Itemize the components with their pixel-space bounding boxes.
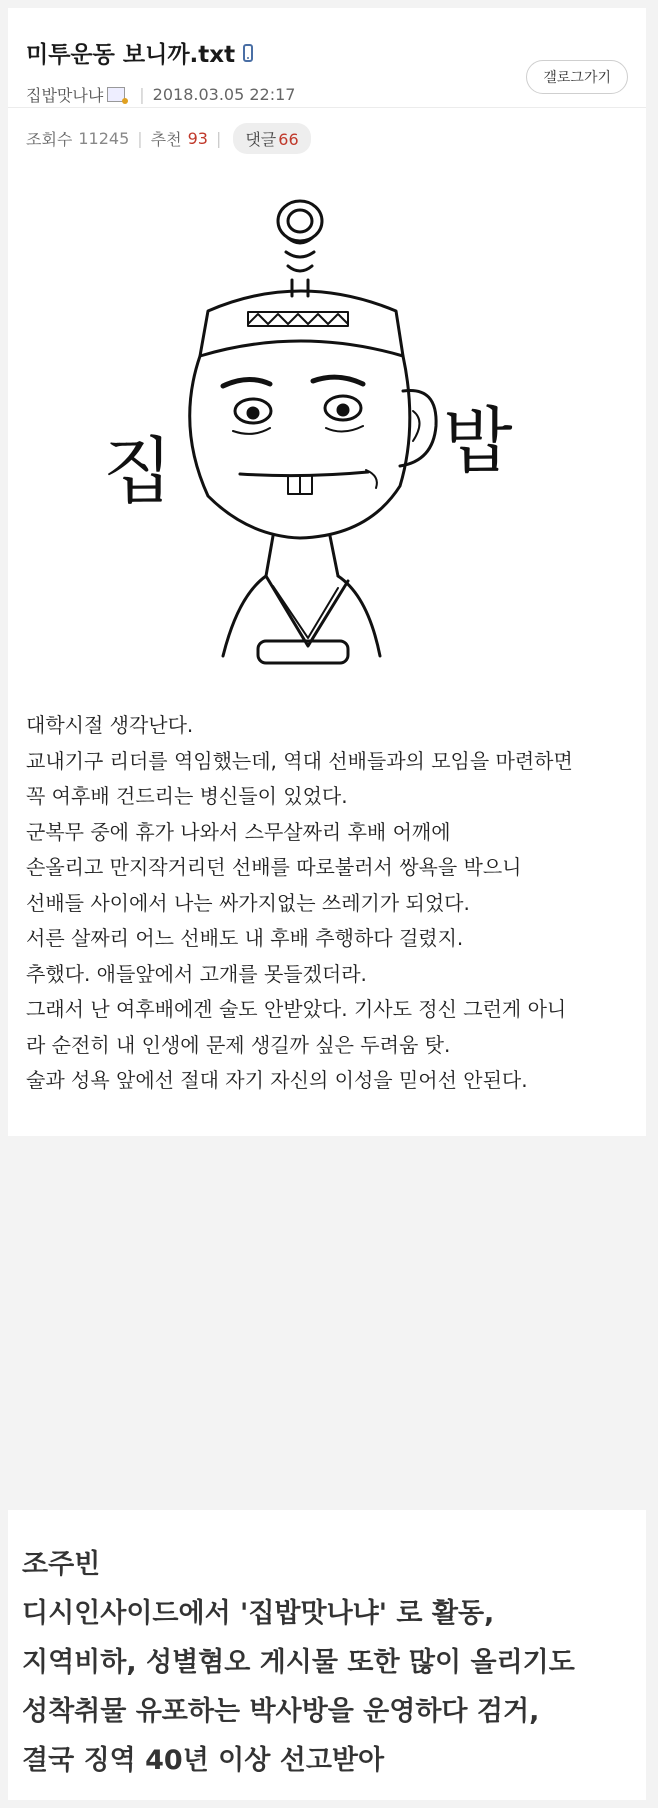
caption-card xyxy=(8,1510,646,1800)
post-stats xyxy=(8,108,646,148)
views-count: 11245 xyxy=(78,128,130,148)
body-line: 선배들 사이에서 나는 싸가지없는 쓰레기가 되었다. xyxy=(26,890,470,915)
fixed-nick-badge-icon xyxy=(107,87,125,102)
post-header xyxy=(8,8,646,108)
body-line: 술과 성욕 앞에선 절대 자기 자신의 이성을 믿어선 안된다. xyxy=(26,1068,528,1092)
meta-divider: | xyxy=(139,85,145,104)
body-line: 그래서 난 여후배에겐 술도 안받았다. 기사도 정신 그런게 아니 xyxy=(26,997,567,1021)
body-line: 추했다. 애들앞에서 고개를 못들겠더라. xyxy=(26,961,367,986)
comments-button[interactable] xyxy=(233,123,310,154)
body-line: 손올리고 만지작거리던 선배를 따로불러서 쌍욕을 박으니 xyxy=(26,855,522,879)
views-label: 조회수 xyxy=(26,129,73,149)
eye-bags xyxy=(233,426,363,434)
teeth xyxy=(288,476,312,494)
body-line: 군복무 중에 휴가 나와서 스무살짜리 후배 어깨에 xyxy=(26,819,451,844)
neck xyxy=(266,536,338,576)
post-body xyxy=(26,708,636,1099)
gallog-button[interactable]: 갤로그가기 xyxy=(526,60,628,94)
robe-shoulders xyxy=(223,576,380,656)
caption-line: 결국 징역 40년 이상 선고받아 xyxy=(22,1745,385,1776)
caption-line: 디시인사이드에서 '집밥맛나냐' 로 활동, xyxy=(22,1598,495,1629)
topknot-inner xyxy=(288,210,312,232)
caption-line: 지역비하, 성별혐오 게시물 또한 많이 올리기도 xyxy=(22,1647,575,1678)
body-line: 교내기구 리더를 역임했는데, 역대 선배들과의 모임을 마련하면 xyxy=(26,748,573,773)
post-illustration xyxy=(8,176,646,696)
headband xyxy=(200,291,403,356)
body-line: 꼭 여후배 건드리는 병신들이 있었다. xyxy=(26,784,348,808)
ear-inner xyxy=(413,411,420,441)
post-title-text: 미투운동 보니까.txt xyxy=(26,42,236,68)
author-name[interactable]: 집밥맛나냐 xyxy=(26,86,104,105)
right-pupil xyxy=(338,405,348,415)
illustration-char-left: 집 xyxy=(103,429,173,513)
comments-count: 66 xyxy=(278,129,299,149)
stats-divider: | xyxy=(215,128,222,148)
post-datetime: 2018.03.05 22:17 xyxy=(152,85,296,104)
folded-hands xyxy=(258,641,348,663)
caption-name: 조주빈 xyxy=(22,1549,101,1580)
caption-line: 성착취물 유포하는 박사방을 운영하다 검거, xyxy=(22,1696,540,1727)
head-outline xyxy=(190,356,410,538)
headband-pattern xyxy=(248,314,348,324)
recommend-count: 93 xyxy=(187,128,208,148)
topknot-bun xyxy=(278,201,322,241)
stats-divider: | xyxy=(137,128,143,148)
mouth xyxy=(240,472,368,476)
left-pupil xyxy=(248,408,258,418)
body-line: 대학시절 생각난다. xyxy=(26,713,194,737)
post-card xyxy=(8,8,646,1136)
mobile-phone-icon xyxy=(243,44,253,62)
eyebrows xyxy=(223,377,363,386)
body-line: 서른 살짜리 어느 선배도 내 후배 추행하다 걸렸지. xyxy=(26,926,464,950)
illustration-char-right: 밥 xyxy=(443,399,513,483)
body-line: 라 순전히 내 인생에 문제 생길까 싶은 두려움 탓. xyxy=(26,1032,451,1057)
recommend-label: 추천 xyxy=(150,129,182,149)
topknot-wraps xyxy=(286,238,314,296)
comments-label: 댓글 xyxy=(245,129,277,149)
